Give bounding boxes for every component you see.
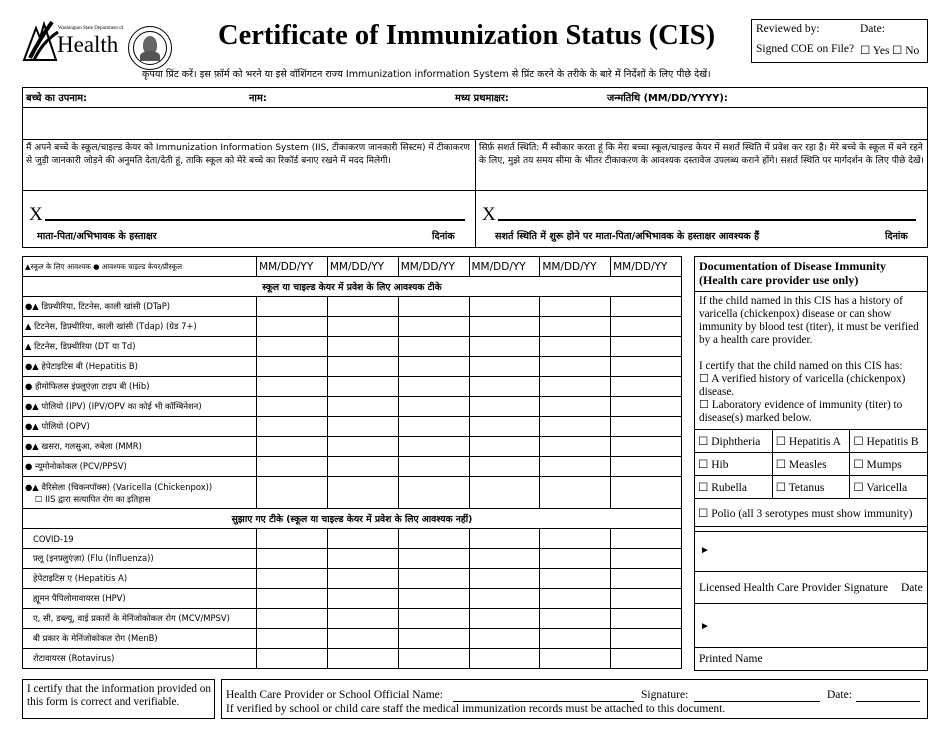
iis-consent-text: मैं अपने बच्चे के स्कूल/चाइल्ड केयर को Immunization Information System (IIS, टीकाकरण जानकारी सिस्टम) में टीकाकरण से जुड़ी जानकारी जोड़ने की अनुमति देता/देती हूं, ताकि स्कूल को मेरे बच्चे का रिकॉर्ड बनाए रखने में मदद मिलेगी।	[26, 143, 470, 166]
disease-name: Tetanus	[788, 482, 825, 494]
date-input-cell[interactable]	[398, 529, 469, 549]
date-input-cell[interactable]	[469, 337, 540, 357]
date-input-cell[interactable]	[257, 437, 328, 457]
date-column-header: MM/DD/YY	[540, 257, 611, 277]
date-input-cell[interactable]	[257, 569, 328, 589]
disease-checkbox[interactable]	[695, 430, 773, 453]
date-input-cell[interactable]	[257, 357, 328, 377]
date-input-cell[interactable]	[327, 417, 398, 437]
disease-name: Hib	[711, 459, 729, 471]
date-input-cell[interactable]	[398, 337, 469, 357]
date-input-cell[interactable]	[540, 609, 611, 629]
date-input-cell[interactable]	[540, 477, 611, 509]
instruction-text: कृपया प्रिंट करें। इस फ़ॉर्म को भरने या इसे वॉशिंगटन राज्य Immunization information System से प्रिंट करने के तरीके के बारे में निर्देशों के लिए पीछे देखें।	[142, 69, 711, 80]
conditional-signature-line[interactable]	[498, 219, 916, 221]
vaccine-row	[23, 437, 682, 457]
date-input-cell[interactable]	[257, 529, 328, 549]
varicella-history-option[interactable]: ☐ A verified history of varicella (chickenpox) disease.	[699, 373, 906, 398]
vaccine-label: बी प्रकार के मेनिंजोकोकल रोग (MenB)	[23, 629, 257, 649]
date-input-cell[interactable]	[327, 629, 398, 649]
provider-signature-label: Licensed Health Care Provider Signature	[699, 582, 889, 594]
coe-yes-checkbox[interactable]: ☐ Yes	[860, 45, 890, 57]
dob-label: जन्मतिथि (MM/DD/YYYY):	[607, 93, 728, 104]
vaccine-label: फ़्लू (इनफ़्लुएंज़ा) (Flu (Influenza))	[23, 549, 257, 569]
checkbox-icon: ☐	[853, 482, 867, 494]
date-input-cell[interactable]	[327, 569, 398, 589]
vaccine-name: ▲ टिटनेस, डिफ़्थीरिया, काली खांसी (Tdap) (ग्रेड 7+)	[25, 321, 197, 331]
checkbox-icon: ☐	[775, 482, 789, 494]
date-input-cell[interactable]	[257, 337, 328, 357]
first-name-label: नाम:	[249, 93, 267, 104]
last-name-label: बच्चे का उपनाम:	[26, 93, 88, 104]
vaccine-row	[23, 549, 682, 569]
disease-name: Measles	[788, 459, 827, 471]
vaccine-label	[23, 457, 257, 477]
date-input-cell[interactable]	[327, 397, 398, 417]
vaccine-label: हेपेटाइटिस ए (Hepatitis A)	[23, 569, 257, 589]
disease-immunity-panel	[694, 256, 928, 671]
vaccine-row	[23, 629, 682, 649]
disease-grid-row	[695, 476, 928, 499]
date-input-cell[interactable]	[257, 477, 328, 509]
date-input-cell[interactable]	[540, 549, 611, 569]
consent-right	[475, 139, 928, 248]
date-input-cell[interactable]	[327, 457, 398, 477]
footer-signature-label: Signature:	[641, 689, 689, 701]
disease-checkbox[interactable]	[695, 453, 773, 476]
vaccine-row	[23, 477, 682, 509]
date-input-cell[interactable]	[611, 629, 682, 649]
date-input-cell[interactable]	[398, 589, 469, 609]
disease-name: Mumps	[866, 459, 902, 471]
disease-name: Diphtheria	[711, 436, 761, 448]
disease-checkbox[interactable]	[850, 453, 928, 476]
disease-checkbox[interactable]	[772, 476, 850, 499]
date-input-cell[interactable]	[257, 589, 328, 609]
certify-box	[22, 679, 215, 719]
disease-grid-row	[695, 453, 928, 476]
date-input-cell[interactable]	[327, 649, 398, 669]
date-input-cell[interactable]	[611, 649, 682, 669]
vaccine-label	[23, 337, 257, 357]
date-input-cell[interactable]	[469, 397, 540, 417]
date-input-cell[interactable]	[469, 549, 540, 569]
arrow-icon: ►	[700, 545, 710, 556]
lab-evidence-option[interactable]: ☐ Laboratory evidence of immunity (titer) to disease(s) marked below.	[699, 399, 903, 424]
date-input-cell[interactable]	[611, 529, 682, 549]
parent-signature-line[interactable]	[45, 219, 465, 221]
date-input-cell[interactable]	[469, 609, 540, 629]
table-header-row	[23, 257, 682, 277]
vaccine-row	[23, 457, 682, 477]
conditional-signature-label: सशर्त स्थिति में शुरू होने पर माता-पिता/अभिभावक के हस्ताक्षर आवश्यक हैं	[495, 231, 760, 242]
disease-certify-text: I certify that the child named on this CIS has:	[699, 360, 903, 372]
date-input-cell[interactable]	[327, 609, 398, 629]
date-input-cell[interactable]	[469, 589, 540, 609]
polio-checkbox[interactable]	[695, 499, 928, 527]
disease-grid-row	[695, 430, 928, 453]
date-input-cell[interactable]	[611, 589, 682, 609]
footer-date-label: Date:	[827, 689, 852, 701]
parent-signature-label: माता-पिता/अभिभावक के हस्ताक्षर	[37, 231, 157, 242]
vaccine-label: रोटावायरस (Rotavirus)	[23, 649, 257, 669]
date-input-cell[interactable]	[327, 477, 398, 509]
suggested-section-row	[23, 509, 682, 529]
footer-note: If verified by school or child care staff the medical immunization records must be attached to this document.	[226, 703, 726, 715]
vaccine-label: ए, सी, डब्ल्यू, वाई प्रकारों के मेनिंजोकोकल रोग (MCV/MPSV)	[23, 609, 257, 629]
conditional-status-text: सिर्फ़ सशर्त स्थिति: मैं स्वीकार करता हूं कि मेरा बच्चा स्कूल/चाइल्ड केयर में सशर्त स्थिति में प्रवेश कर रहा है। मेरे बच्चे के स्कूल में बने रहने के लिए, मुझे तय समय सीमा के भीतर टीकाकरण के आवश्यक दस्तावेज उपलब्ध कराने होंगे। सशर्त स्थिति पर मार्गदर्शन के लिए पीछे देखें।	[479, 143, 924, 166]
date-input-cell[interactable]	[469, 377, 540, 397]
vaccine-name: ●▲ पोलियो (IPV) (IPV/OPV का कोई भी कॉम्बिनेशन)	[25, 401, 202, 411]
date-input-cell[interactable]	[398, 569, 469, 589]
date-input-cell[interactable]	[327, 297, 398, 317]
official-name-line[interactable]	[453, 701, 634, 702]
date-column-header: MM/DD/YY	[611, 257, 682, 277]
vaccine-table	[22, 256, 682, 669]
date-input-cell[interactable]	[257, 457, 328, 477]
vaccine-label: COVID-19	[23, 529, 257, 549]
date-column-header: MM/DD/YY	[257, 257, 328, 277]
date-input-cell[interactable]	[327, 357, 398, 377]
date-input-cell[interactable]	[398, 317, 469, 337]
date-input-cell[interactable]	[398, 357, 469, 377]
disease-checkbox[interactable]	[772, 453, 850, 476]
date-input-cell[interactable]	[540, 417, 611, 437]
printed-name-label: Printed Name	[699, 653, 763, 665]
logo-big-text: Health	[57, 32, 119, 57]
date-input-cell[interactable]	[398, 437, 469, 457]
vaccine-name: ●▲ पोलियो (OPV)	[25, 421, 90, 431]
required-section-title: स्कूल या चाइल्ड केयर में प्रवेश के लिए आवश्यक टीके	[23, 277, 682, 297]
vaccine-row	[23, 297, 682, 317]
state-seal-icon	[128, 26, 172, 70]
date-input-cell[interactable]	[398, 629, 469, 649]
vaccine-name: ●▲ वैरिसेला (चिकनपॉक्स) (Varicella (Chickenpox))	[25, 481, 213, 492]
vaccine-row	[23, 569, 682, 589]
arrow-icon: ►	[700, 621, 710, 632]
date-input-cell[interactable]	[257, 629, 328, 649]
disease-name: Hepatitis A	[788, 436, 841, 448]
date-input-cell[interactable]	[540, 629, 611, 649]
date-input-cell[interactable]	[327, 317, 398, 337]
date-input-cell[interactable]	[257, 649, 328, 669]
checkbox-icon: ☐	[698, 436, 712, 448]
date-input-cell[interactable]	[469, 297, 540, 317]
date-input-cell[interactable]	[540, 437, 611, 457]
vaccine-row	[23, 317, 682, 337]
right-x-mark: X	[482, 204, 496, 225]
date-input-cell[interactable]	[398, 417, 469, 437]
disease-checkbox[interactable]	[772, 430, 850, 453]
date-input-cell[interactable]	[327, 377, 398, 397]
date-input-cell[interactable]	[469, 477, 540, 509]
middle-initial-label: मध्य प्रथमाक्षर:	[455, 93, 509, 104]
date-input-cell[interactable]	[611, 417, 682, 437]
disease-name: Varicella	[866, 482, 908, 494]
vaccine-label	[23, 397, 257, 417]
date-input-cell[interactable]	[257, 377, 328, 397]
disease-panel-title: Documentation of Disease Immunity (Health care provider use only)	[699, 259, 886, 287]
date-input-cell[interactable]	[611, 317, 682, 337]
checkbox-icon: ☐	[775, 459, 789, 471]
coe-no-checkbox[interactable]: ☐ No	[892, 45, 920, 57]
date-input-cell[interactable]	[469, 457, 540, 477]
date-input-cell[interactable]	[611, 457, 682, 477]
polio-row	[695, 499, 928, 527]
vaccine-row	[23, 649, 682, 669]
date-input-cell[interactable]	[257, 609, 328, 629]
date-input-cell[interactable]	[469, 529, 540, 549]
vaccine-label	[23, 317, 257, 337]
date-input-cell[interactable]	[327, 549, 398, 569]
vaccine-name: ●▲ खसरा, गलसुआ, रुबेला (MMR)	[25, 441, 142, 451]
date-input-cell[interactable]	[469, 317, 540, 337]
checkbox-icon: ☐	[853, 436, 867, 448]
checkbox-icon: ☐	[698, 507, 712, 520]
date-input-cell[interactable]	[540, 569, 611, 589]
vaccine-label	[23, 377, 257, 397]
date-input-cell[interactable]	[540, 337, 611, 357]
date-column-header: MM/DD/YY	[469, 257, 540, 277]
disease-checkbox[interactable]	[695, 476, 773, 499]
vaccine-name: ●▲ डिफ़्थीरिया, टिटनेस, काली खांसी (DTaP)	[25, 301, 171, 311]
date-input-cell[interactable]	[540, 317, 611, 337]
date-input-cell[interactable]	[257, 317, 328, 337]
date-input-cell[interactable]	[398, 649, 469, 669]
checkbox-icon: ☐	[775, 436, 789, 448]
vaccine-row	[23, 357, 682, 377]
date-input-cell[interactable]	[611, 297, 682, 317]
parent-date-label: दिनांक	[432, 231, 455, 242]
date-input-cell[interactable]	[257, 417, 328, 437]
vaccine-row	[23, 337, 682, 357]
logo-small-text: Washington State Department of	[58, 26, 124, 31]
date-input-cell[interactable]	[611, 609, 682, 629]
iis-history-checkbox[interactable]: ☐ IIS द्वारा सत्यापित रोग का इतिहास	[35, 493, 151, 504]
vaccine-label	[23, 357, 257, 377]
date-input-cell[interactable]	[611, 357, 682, 377]
vaccine-label	[23, 477, 257, 509]
date-input-cell[interactable]	[398, 609, 469, 629]
date-column-header: MM/DD/YY	[327, 257, 398, 277]
date-input-cell[interactable]	[469, 649, 540, 669]
signed-coe-label: Signed COE on File?	[756, 43, 855, 55]
review-box	[751, 19, 928, 63]
date-input-cell[interactable]	[611, 377, 682, 397]
vaccine-row	[23, 397, 682, 417]
date-input-cell[interactable]	[611, 337, 682, 357]
vaccine-row	[23, 529, 682, 549]
vaccine-row	[23, 609, 682, 629]
official-name-label: Health Care Provider or School Official Name:	[226, 689, 443, 701]
vaccine-row	[23, 377, 682, 397]
reviewed-by-label: Reviewed by:	[756, 23, 820, 35]
vaccine-name: ● हीमोफिलस इंफ़्लुएंज़ा टाइप बी (Hib)	[25, 381, 150, 391]
date-input-cell[interactable]	[398, 549, 469, 569]
date-input-cell[interactable]	[469, 569, 540, 589]
date-input-cell[interactable]	[469, 437, 540, 457]
coe-yes-label: Yes	[872, 45, 890, 57]
date-input-cell[interactable]	[540, 649, 611, 669]
date-input-cell[interactable]	[611, 569, 682, 589]
date-input-cell[interactable]	[398, 457, 469, 477]
date-input-cell[interactable]	[540, 297, 611, 317]
date-column-header: MM/DD/YY	[398, 257, 469, 277]
disease-intro-text: If the child named in this CIS has a history of varicella (chickenpox) disease or can show immunity by blood test (titer), it must be verified by a health care provider.	[699, 295, 919, 346]
vaccine-name: ● न्यूमोनोकोकल (PCV/PPSV)	[25, 461, 127, 471]
date-input-cell[interactable]	[257, 397, 328, 417]
date-input-cell[interactable]	[257, 549, 328, 569]
date-input-cell[interactable]	[469, 629, 540, 649]
vaccine-label	[23, 297, 257, 317]
official-box	[221, 679, 928, 719]
child-name-input[interactable]	[22, 107, 928, 140]
date-input-cell[interactable]	[398, 397, 469, 417]
polio-label: Polio (all 3 serotypes must show immunity)	[711, 507, 913, 520]
disease-name: Rubella	[711, 482, 747, 494]
footer-date-line[interactable]	[856, 701, 920, 702]
date-input-cell[interactable]	[540, 457, 611, 477]
date-input-cell[interactable]	[398, 477, 469, 509]
provider-date-label: Date	[901, 582, 923, 594]
child-name-row	[22, 87, 928, 108]
date-input-cell[interactable]	[469, 357, 540, 377]
vaccine-label	[23, 417, 257, 437]
checkbox-icon: ☐	[698, 482, 712, 494]
date-input-cell[interactable]	[540, 377, 611, 397]
left-x-mark: X	[29, 204, 43, 225]
dept-logo	[22, 18, 122, 64]
date-input-cell[interactable]	[327, 437, 398, 457]
review-date-label: Date:	[860, 23, 885, 35]
suggested-section-title: सुझाए गए टीके (स्कूल या चाइल्ड केयर में प्रवेश के लिए आवश्यक नहीं)	[23, 509, 682, 529]
date-input-cell[interactable]	[540, 397, 611, 417]
vaccine-row	[23, 589, 682, 609]
vaccine-label	[23, 437, 257, 457]
vaccine-name: ●▲ हेपेटाइटिस बी (Hepatitis B)	[25, 361, 138, 371]
mountain-logo-icon	[22, 18, 62, 62]
date-input-cell[interactable]	[611, 477, 682, 509]
footer-signature-line[interactable]	[694, 701, 820, 702]
disease-grid	[694, 429, 928, 527]
coe-no-label: No	[905, 45, 920, 57]
conditional-date-label: दिनांक	[885, 231, 908, 242]
checkbox-icon: ☐	[698, 459, 712, 471]
legend-cell: ▲स्कूल के लिए आवश्यक ● आवश्यक चाइल्ड केयर/प्रीस्कूल	[23, 257, 257, 277]
date-input-cell[interactable]	[398, 377, 469, 397]
required-section-row	[23, 277, 682, 297]
date-input-cell[interactable]	[540, 529, 611, 549]
date-input-cell[interactable]	[327, 589, 398, 609]
date-input-cell[interactable]	[469, 417, 540, 437]
vaccine-name: ▲ टिटनेस, डिफ़्थीरिया (DT या Td)	[25, 341, 136, 351]
disease-checkbox[interactable]	[850, 476, 928, 499]
date-input-cell[interactable]	[327, 529, 398, 549]
vaccine-row	[23, 417, 682, 437]
certify-text: I certify that the information provided on this form is correct and verifiable.	[27, 683, 211, 708]
page-title: Certificate of Immunization Status (CIS)	[218, 20, 716, 51]
consent-left	[22, 139, 476, 248]
checkbox-icon: ☐	[853, 459, 867, 471]
date-input-cell[interactable]	[257, 297, 328, 317]
disease-name: Hepatitis B	[866, 436, 919, 448]
date-input-cell[interactable]	[611, 437, 682, 457]
date-input-cell[interactable]	[611, 397, 682, 417]
date-input-cell[interactable]	[611, 549, 682, 569]
date-input-cell[interactable]	[540, 589, 611, 609]
date-input-cell[interactable]	[327, 337, 398, 357]
disease-checkbox[interactable]	[850, 430, 928, 453]
date-input-cell[interactable]	[398, 297, 469, 317]
vaccine-label: ह्यूमन पैपिलोमावायरस (HPV)	[23, 589, 257, 609]
date-input-cell[interactable]	[540, 357, 611, 377]
